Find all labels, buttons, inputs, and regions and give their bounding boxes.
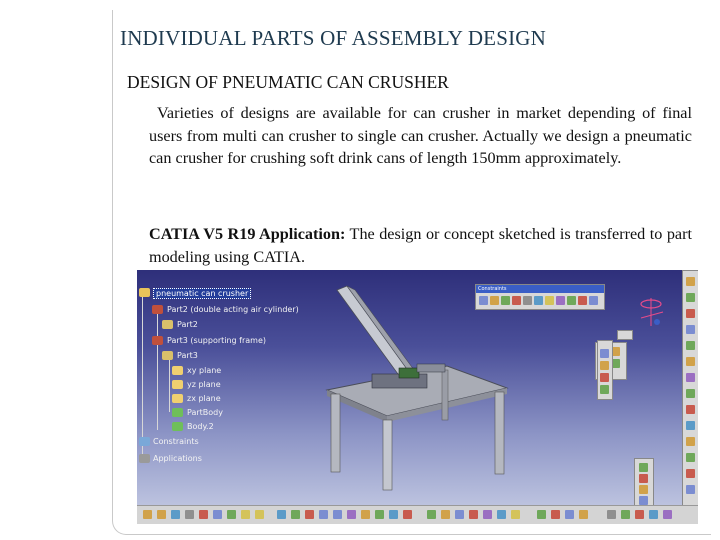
slide-title: INDIVIDUAL PARTS OF ASSEMBLY DESIGN	[120, 26, 547, 50]
tree-item-body2[interactable]: Body.2	[187, 422, 214, 431]
tree-item-applications[interactable]: Applications	[153, 454, 202, 463]
tool-icon[interactable]	[600, 385, 609, 394]
tool-icon[interactable]	[686, 453, 695, 462]
vertical-toolbar[interactable]	[634, 458, 654, 508]
constraint-tool-icon[interactable]	[490, 296, 499, 305]
tool-icon[interactable]	[565, 510, 574, 519]
hide-show-icon[interactable]	[389, 510, 398, 519]
constraint-tool-icon[interactable]	[501, 296, 510, 305]
catia-label: CATIA V5 R19 Application:	[149, 225, 346, 243]
tool-icon[interactable]	[600, 349, 609, 358]
constraint-tool-icon[interactable]	[523, 296, 532, 305]
part-icon	[162, 320, 173, 329]
tool-icon[interactable]	[551, 510, 560, 519]
tool-icon[interactable]	[686, 405, 695, 414]
tool-icon[interactable]	[455, 510, 464, 519]
print-icon[interactable]	[185, 510, 194, 519]
tree-item-yz-plane[interactable]: yz plane	[187, 380, 221, 389]
tool-icon[interactable]	[686, 325, 695, 334]
tool-icon[interactable]	[686, 389, 695, 398]
tool-icon[interactable]	[607, 510, 616, 519]
lever-arm	[337, 286, 412, 381]
constraint-tool-icon[interactable]	[589, 296, 598, 305]
pan-icon[interactable]	[291, 510, 300, 519]
swap-space-icon[interactable]	[403, 510, 412, 519]
undo-icon[interactable]	[241, 510, 250, 519]
tree-item-zx-plane[interactable]: zx plane	[187, 394, 221, 403]
floating-toolbar-header[interactable]	[617, 330, 633, 340]
bottom-toolbar[interactable]	[137, 505, 698, 524]
tree-item-xy-plane[interactable]: xy plane	[187, 366, 222, 375]
tool-icon[interactable]	[686, 293, 695, 302]
fit-all-icon[interactable]	[277, 510, 286, 519]
tool-icon[interactable]	[686, 277, 695, 286]
applications-icon	[139, 454, 150, 463]
tool-icon[interactable]	[635, 510, 644, 519]
cut-icon[interactable]	[199, 510, 208, 519]
tool-icon[interactable]	[639, 496, 648, 505]
tool-icon[interactable]	[686, 373, 695, 382]
crusher-plate	[417, 364, 445, 372]
tool-icon[interactable]	[649, 510, 658, 519]
constraint-tool-icon[interactable]	[534, 296, 543, 305]
tool-icon[interactable]	[537, 510, 546, 519]
constraint-tool-icon[interactable]	[556, 296, 565, 305]
toolbar-title: Constraints	[476, 285, 604, 293]
tree-item-constraints[interactable]: Constraints	[153, 437, 199, 446]
body-icon	[172, 422, 183, 431]
constraint-tool-icon[interactable]	[567, 296, 576, 305]
constraints-toolbar[interactable]	[475, 284, 605, 310]
table-leg	[495, 392, 504, 474]
tree-item-part3[interactable]: Part3	[177, 351, 198, 360]
plane-icon	[172, 394, 183, 403]
tool-icon[interactable]	[427, 510, 436, 519]
tool-icon[interactable]	[663, 510, 672, 519]
tool-icon[interactable]	[639, 485, 648, 494]
paste-icon[interactable]	[227, 510, 236, 519]
copy-icon[interactable]	[213, 510, 222, 519]
tree-item-root[interactable]: pneumatic can crusher	[153, 288, 251, 299]
table-leg	[442, 370, 448, 420]
tool-icon[interactable]	[579, 510, 588, 519]
air-cylinder	[399, 368, 419, 378]
can-crusher-model	[317, 278, 517, 493]
tool-icon[interactable]	[686, 421, 695, 430]
tool-icon[interactable]	[639, 474, 648, 483]
redo-icon[interactable]	[255, 510, 264, 519]
tool-icon[interactable]	[686, 309, 695, 318]
lever-arm-side	[347, 286, 417, 376]
tool-icon[interactable]	[686, 357, 695, 366]
slide-subtitle: DESIGN OF PNEUMATIC CAN CRUSHER	[127, 72, 449, 92]
tree-connector	[157, 310, 158, 430]
catia-description: The design or concept sketched is transferred to part modeling using CATIA.	[149, 225, 692, 266]
constraint-tool-icon[interactable]	[479, 296, 488, 305]
tool-icon[interactable]	[511, 510, 520, 519]
part-icon	[152, 336, 163, 345]
table-leg	[331, 394, 340, 472]
product-icon	[139, 288, 150, 297]
tool-icon[interactable]	[600, 373, 609, 382]
tree-item-part3-frame[interactable]: Part3 (supporting frame)	[167, 336, 267, 345]
plane-icon	[172, 366, 183, 375]
tool-icon[interactable]	[497, 510, 506, 519]
rotate-icon[interactable]	[305, 510, 314, 519]
paragraph-varieties: Varieties of designs are available for can crusher in market depending of final users from multi can crusher to single can crusher. Actually we design a pneumatic can crusher for crushing soft drink cans of length 150mm approximately.	[149, 104, 692, 167]
zoom-out-icon[interactable]	[333, 510, 342, 519]
render-style-icon[interactable]	[375, 510, 384, 519]
tree-item-part2[interactable]: Part2	[177, 320, 198, 329]
new-file-icon[interactable]	[143, 510, 152, 519]
view-icon[interactable]	[361, 510, 370, 519]
plane-icon	[172, 380, 183, 389]
body-icon	[172, 408, 183, 417]
tool-icon[interactable]	[441, 510, 450, 519]
open-file-icon[interactable]	[157, 510, 166, 519]
tool-icon[interactable]	[621, 510, 630, 519]
constraint-tool-icon[interactable]	[578, 296, 587, 305]
catia-screenshot	[137, 270, 698, 524]
save-icon[interactable]	[171, 510, 180, 519]
tool-icon[interactable]	[469, 510, 478, 519]
part-icon	[162, 351, 173, 360]
vertical-toolbar[interactable]	[597, 340, 613, 400]
zoom-in-icon[interactable]	[319, 510, 328, 519]
constraint-tool-icon[interactable]	[545, 296, 554, 305]
tree-item-part2-cylinder[interactable]: Part2 (double acting air cylinder)	[167, 305, 299, 314]
tool-icon[interactable]	[639, 463, 648, 472]
tool-icon[interactable]	[686, 437, 695, 446]
table-leg	[383, 420, 392, 490]
tool-icon[interactable]	[483, 510, 492, 519]
tool-icon[interactable]	[686, 341, 695, 350]
tool-icon[interactable]	[686, 469, 695, 478]
constraint-tool-icon[interactable]	[512, 296, 521, 305]
right-dock-toolbar[interactable]	[682, 270, 698, 508]
tool-icon[interactable]	[686, 485, 695, 494]
tree-item-partbody[interactable]: PartBody	[187, 408, 223, 417]
compass-icon[interactable]	[637, 294, 667, 330]
constraints-icon	[139, 437, 150, 446]
paragraph-catia	[149, 223, 692, 268]
part-icon	[152, 305, 163, 314]
normal-view-icon[interactable]	[347, 510, 356, 519]
tool-icon[interactable]	[600, 361, 609, 370]
tree-connector	[169, 352, 170, 412]
